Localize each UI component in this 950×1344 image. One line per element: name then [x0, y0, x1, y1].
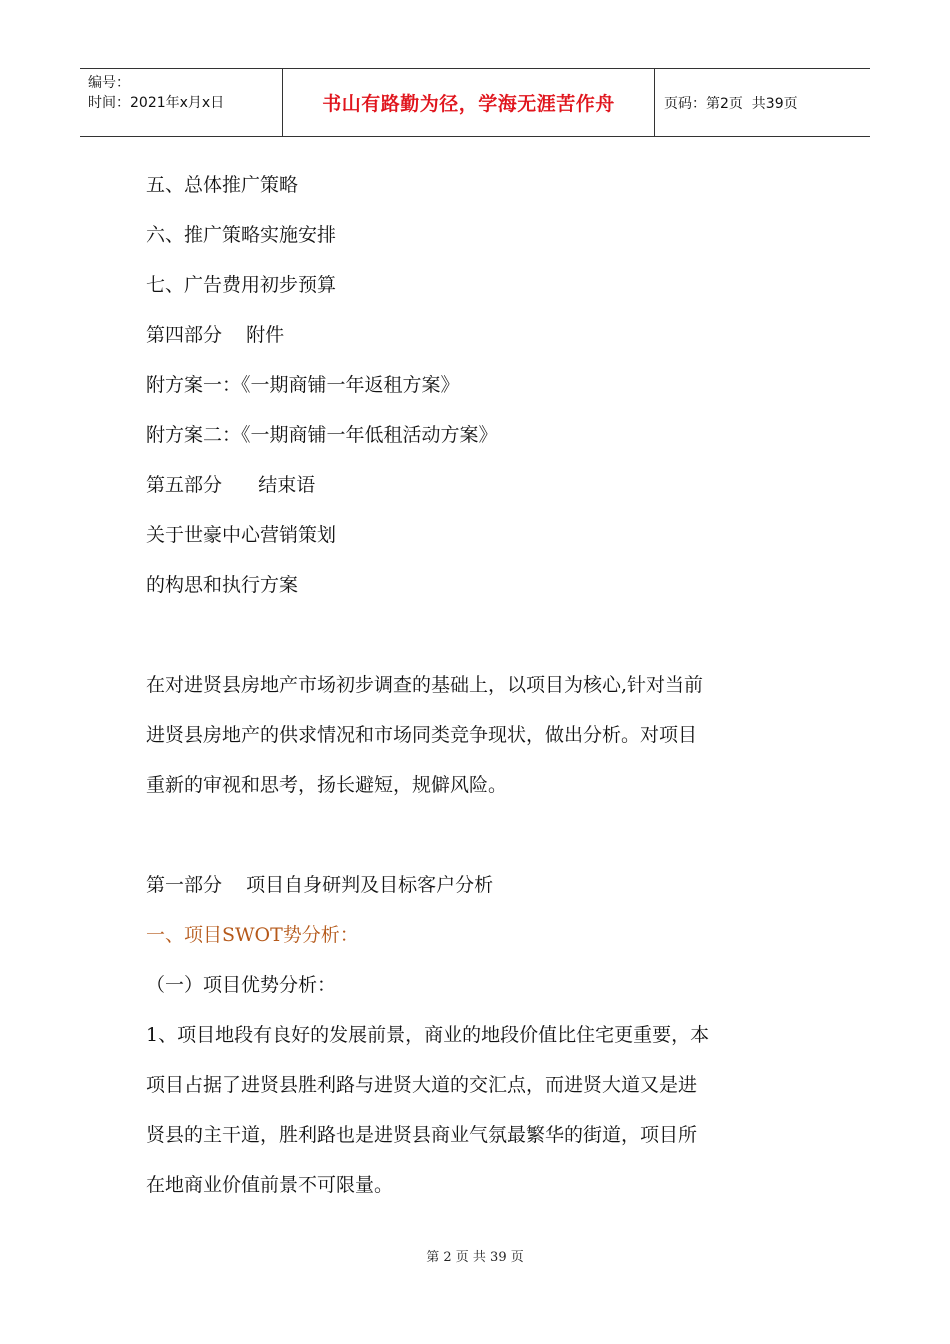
time-label: 时间：2021年x月x日	[88, 95, 225, 111]
subsection-title: （一）项目优势分析：	[146, 974, 337, 996]
spacer	[146, 618, 826, 668]
page-header	[80, 68, 870, 137]
toc-item: 附方案一：《一期商铺一年返租方案》	[146, 374, 460, 396]
intro-line: 重新的审视和思考，扬长避短，规僻风险。	[146, 774, 508, 796]
toc-item: 五、总体推广策略	[146, 174, 299, 196]
toc-item: 七、广告费用初步预算	[146, 274, 337, 296]
header-meta	[88, 73, 224, 113]
part-title: 第一部分 项目自身研判及目标客户分析	[146, 874, 494, 896]
header-page-info: 页码：第2页 共39页	[664, 95, 798, 112]
paragraph-line: 1、项目地段有良好的发展前景，商业的地段价值比住宅更重要，本	[146, 1024, 710, 1046]
toc-item: 第五部分 结束语	[146, 474, 316, 496]
intro-line: 在对进贤县房地产市场初步调查的基础上，以项目为核心,针对当前	[146, 674, 704, 696]
number-label: 编号：	[88, 75, 130, 91]
spacer	[146, 818, 826, 868]
document-body	[146, 168, 826, 1218]
intro-line: 进贤县房地产的供求情况和市场同类竞争现状，做出分析。对项目	[146, 724, 698, 746]
paragraph-line: 项目占据了进贤县胜利路与进贤大道的交汇点，而进贤大道又是进	[146, 1074, 698, 1096]
paragraph-line: 贤县的主干道，胜利路也是进贤县商业气氛最繁华的街道，项目所	[146, 1124, 698, 1146]
toc-item: 六、推广策略实施安排	[146, 224, 337, 246]
doc-title-line: 的构思和执行方案	[146, 574, 299, 596]
toc-item: 第四部分 附件	[146, 324, 285, 346]
header-divider	[654, 69, 655, 136]
header-motto: 书山有路勤为径，学海无涯苦作舟	[322, 93, 615, 115]
paragraph-line: 在地商业价值前景不可限量。	[146, 1174, 394, 1196]
toc-item: 附方案二：《一期商铺一年低租活动方案》	[146, 424, 498, 446]
section-title: 一、项目SWOT势分析：	[146, 924, 359, 946]
doc-title-line: 关于世豪中心营销策划	[146, 524, 337, 546]
page-footer: 第 2 页 共 39 页	[426, 1250, 524, 1265]
